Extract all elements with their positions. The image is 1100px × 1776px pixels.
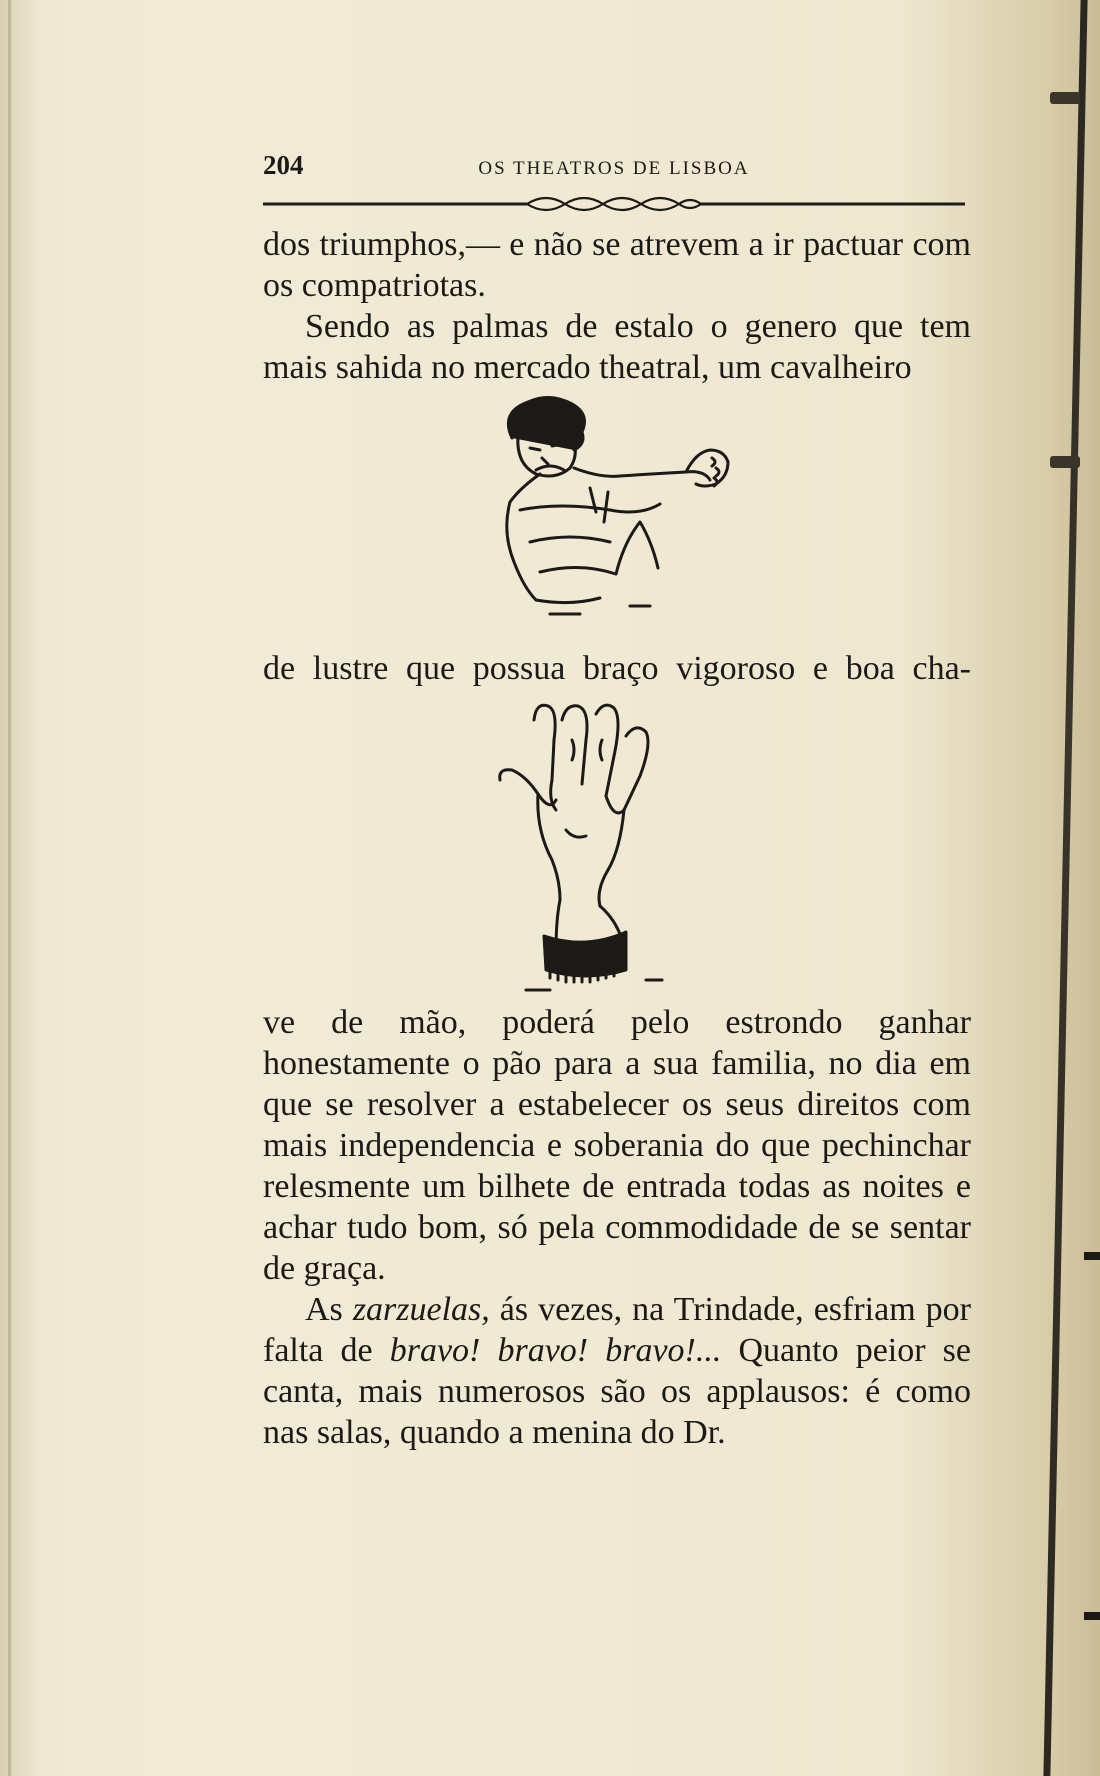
text-paragraph: de lustre que possua braço vigoroso e boa cha- — [263, 650, 971, 687]
text-paragraph — [263, 1289, 971, 1453]
running-header — [263, 150, 965, 186]
text-paragraph: ve de mão, poderá pelo estrondo ganhar honestamente o pão para a sua familia, no dia em que se resolver a estabelecer os seus direitos com mais independencia e soberania do que pechinchar relesmente um bilhete de entrada todas as noites e achar tudo bom, só pela commodidade de se sentar de graça. — [263, 1004, 971, 1287]
binding-edge — [1043, 0, 1087, 1776]
text-paragraph: dos triumphos,— e não se atrevem a ir pactuar com os compatriotas. — [263, 226, 971, 304]
text-run: As — [305, 1291, 353, 1328]
man-flexing-arm-illustration — [490, 392, 750, 632]
running-title: OS THEATROS DE LISBOA — [478, 158, 750, 179]
binding-clip — [1050, 456, 1080, 468]
paragraph-block-3 — [263, 1002, 971, 1453]
text-run: ás vezes, na Trindade, esfriam por falta de — [263, 1291, 971, 1369]
paragraph-block-2 — [263, 648, 971, 689]
ornamental-rule — [263, 192, 965, 216]
open-hand-illustration — [496, 700, 736, 1000]
text-paragraph: Sendo as palmas de estalo o genero que tem mais sahida no mercado theatral, um cavalheiro — [263, 308, 971, 386]
binding-clip — [1050, 92, 1080, 104]
paragraph-block-1 — [263, 224, 971, 388]
margin-mark — [1084, 1612, 1100, 1620]
margin-mark — [1084, 1252, 1100, 1260]
italic-text-run: bravo! bravo! bravo!... — [389, 1332, 722, 1369]
page-gutter — [8, 0, 11, 1776]
page-number: 204 — [263, 150, 304, 180]
text-run: Quanto peior se canta, mais numerosos são os applausos: é como nas salas, quando a menina do Dr. — [263, 1332, 971, 1451]
italic-text-run: zarzuelas, — [352, 1291, 490, 1328]
